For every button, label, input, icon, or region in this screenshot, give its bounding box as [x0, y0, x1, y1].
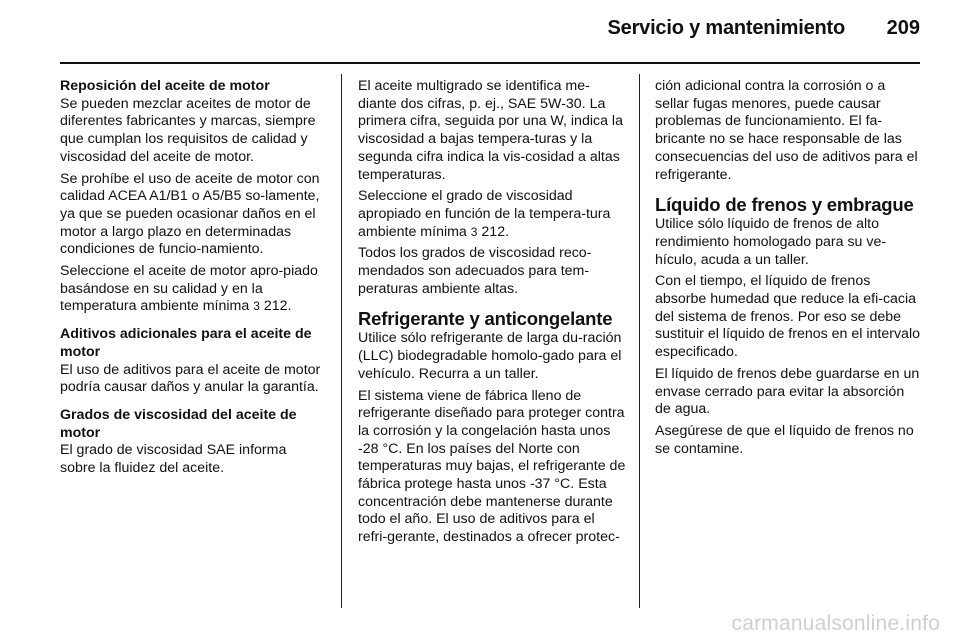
paragraph-with-reference	[60, 263, 325, 316]
page-reference[interactable]: 212.	[481, 223, 510, 240]
paragraph-text: Seleccione el grado de viscosidad apropiado en función de la tempera-tura ambiente mínima	[358, 188, 611, 240]
column-3	[655, 78, 923, 462]
section-heading-oil-additives: Aditivos adicionales para el aceite de motor	[60, 326, 312, 360]
paragraph: Todos los grados de viscosidad reco-mendados son adecuados para tem-peraturas ambiente altas.	[358, 245, 592, 297]
header-rule	[60, 62, 920, 64]
paragraph-with-reference	[358, 188, 626, 241]
section-heading-viscosity-grades: Grados de viscosidad del aceite de motor	[60, 406, 297, 441]
page-reference-arrow-icon: 3	[470, 224, 478, 239]
page-reference[interactable]: 212.	[263, 298, 292, 315]
paragraph: El uso de aditivos para el aceite de motor podría causar daños y anular la garantía.	[60, 361, 321, 396]
paragraph: El grado de viscosidad SAE informa sobre la fluidez del aceite.	[60, 442, 287, 477]
paragraph: El aceite multigrado se identifica me-diante dos cifras, p. ej., SAE 5W-30. La primera cifra, seguida por una W, indica la viscosidad a bajas tempera-turas y la segunda cifra indica la vis-cosidad a altas temperaturas.	[358, 78, 623, 183]
paragraph: Utilice sólo líquido de frenos de alto rendimiento homologado para su ve-hículo, acuda a un taller.	[655, 216, 887, 268]
paragraph: Asegúrese de que el líquido de frenos no se contamine.	[655, 422, 914, 457]
column-divider-2	[639, 74, 640, 608]
paragraph: El líquido de frenos debe guardarse en un envase cerrado para evitar la absorción de agua.	[655, 365, 920, 418]
section-heading-brake-fluid: Líquido de frenos y embrague	[655, 194, 914, 216]
page-reference-arrow-icon: 3	[253, 299, 260, 314]
column-2	[358, 78, 626, 551]
column-1	[60, 78, 325, 482]
paragraph: Se pueden mezclar aceites de motor de diferentes fabricantes y marcas, siempre que cumplan los requisitos de calidad y viscosidad del aceite de motor.	[60, 95, 316, 165]
page-number: 209	[886, 17, 920, 39]
paragraph: El sistema viene de fábrica lleno de refrigerante diseñado para proteger contra la corrosión y la congelación hasta unos -28 °C. En los países del Norte con temperaturas muy bajas, el refrigerante de fábrica protege hasta unos -37 °C. Esta concentración debe mantenerse durante todo el año. El uso de aditivos para el refri-gerante, destinados a ofrecer protec-	[358, 387, 626, 546]
column-divider-1	[341, 74, 342, 608]
watermark: carmanualsonline.info	[731, 612, 940, 635]
paragraph-text: Seleccione el aceite de motor apro-piado basándose en su calidad y en la temperatura ambiente mínima	[60, 263, 318, 315]
paragraph: Utilice sólo refrigerante de larga du-ración (LLC) biodegradable homolo-gado para el vehículo. Recurra a un taller.	[358, 330, 622, 382]
paragraph: ción adicional contra la corrosión o a sellar fugas menores, puede causar problemas de funcionamiento. El fa-bricante no se hace responsable de las consecuencias del uso de aditivos para el refrigerante.	[655, 78, 918, 183]
section-heading-coolant: Refrigerante y anticongelante	[358, 308, 613, 330]
paragraph: Con el tiempo, el líquido de frenos absorbe humedad que reduce la efi-cacia del sistema de frenos. Por eso se debe sustituir el líquido de frenos en el intervalo especificado.	[655, 273, 920, 361]
page-title: Servicio y mantenimiento	[607, 17, 845, 39]
paragraph: Se prohíbe el uso de aceite de motor con calidad ACEA A1/B1 o A5/B5 so-lamente, ya que se pueden ocasionar daños en el motor a largo plazo en determinadas condiciones de funcio-namiento.	[60, 170, 320, 258]
section-heading-oil-refill: Reposición del aceite de motor	[60, 78, 270, 94]
